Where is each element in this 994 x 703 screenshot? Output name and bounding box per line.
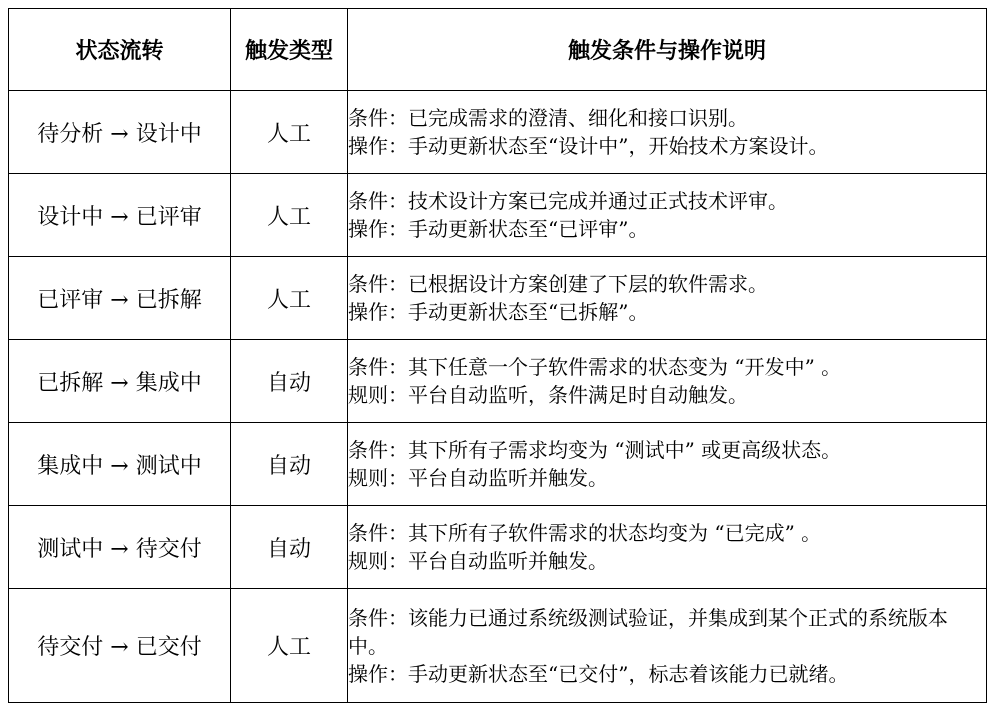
description-cell	[348, 506, 987, 589]
condition-line: 条件：已根据设计方案创建了下层的软件需求。	[348, 272, 768, 296]
trigger-type-cell: 自动	[231, 340, 348, 423]
state-transition-cell: 测试中 → 待交付	[9, 506, 231, 589]
table-row	[9, 589, 987, 703]
trigger-type-cell: 人工	[231, 174, 348, 257]
header-state-transition: 状态流转	[9, 9, 231, 91]
table-row	[9, 340, 987, 423]
rule-line: 规则：平台自动监听并触发。	[348, 466, 608, 490]
description-cell	[348, 91, 987, 174]
trigger-type-cell: 自动	[231, 506, 348, 589]
table-row	[9, 423, 987, 506]
rule-line: 规则：平台自动监听并触发。	[348, 549, 608, 573]
header-condition-description: 触发条件与操作说明	[348, 9, 987, 91]
state-transition-table	[8, 8, 987, 703]
trigger-type-cell: 人工	[231, 91, 348, 174]
condition-line: 条件：其下任意一个子软件需求的状态变为 “开发中” 。	[348, 355, 842, 379]
description-cell	[348, 589, 987, 703]
operation-line: 操作：手动更新状态至“已交付”，标志着该能力已就绪。	[348, 661, 849, 686]
condition-line: 条件：其下所有子需求均变为 “测试中” 或更高级状态。	[348, 438, 842, 462]
description-cell	[348, 174, 987, 257]
condition-line: 条件：其下所有子软件需求的状态均变为 “已完成” 。	[348, 521, 822, 545]
state-transition-cell: 设计中 → 已评审	[9, 174, 231, 257]
trigger-type-cell: 自动	[231, 423, 348, 506]
condition-line: 条件：技术设计方案已完成并通过正式技术评审。	[348, 189, 788, 213]
description-cell	[348, 257, 987, 340]
header-trigger-type: 触发类型	[231, 9, 348, 91]
table-row	[9, 91, 987, 174]
condition-line: 条件：已完成需求的澄清、细化和接口识别。	[348, 106, 748, 130]
description-cell	[348, 340, 987, 423]
trigger-type-cell: 人工	[231, 589, 348, 703]
operation-line: 操作：手动更新状态至“已拆解”。	[348, 300, 649, 324]
table-row	[9, 506, 987, 589]
state-transition-cell: 待分析 → 设计中	[9, 91, 231, 174]
rule-line: 规则：平台自动监听，条件满足时自动触发。	[348, 383, 748, 407]
condition-line: 条件：该能力已通过系统级测试验证，并集成到某个正式的系统版本中。	[348, 605, 948, 658]
state-transition-cell: 已评审 → 已拆解	[9, 257, 231, 340]
trigger-type-cell: 人工	[231, 257, 348, 340]
state-transition-cell: 已拆解 → 集成中	[9, 340, 231, 423]
table-row	[9, 257, 987, 340]
state-transition-cell: 集成中 → 测试中	[9, 423, 231, 506]
description-cell	[348, 423, 987, 506]
operation-line: 操作：手动更新状态至“已评审”。	[348, 217, 649, 241]
state-transition-cell: 待交付 → 已交付	[9, 589, 231, 703]
operation-line: 操作：手动更新状态至“设计中”，开始技术方案设计。	[348, 134, 829, 158]
table-header-row	[9, 9, 987, 91]
table-row	[9, 174, 987, 257]
